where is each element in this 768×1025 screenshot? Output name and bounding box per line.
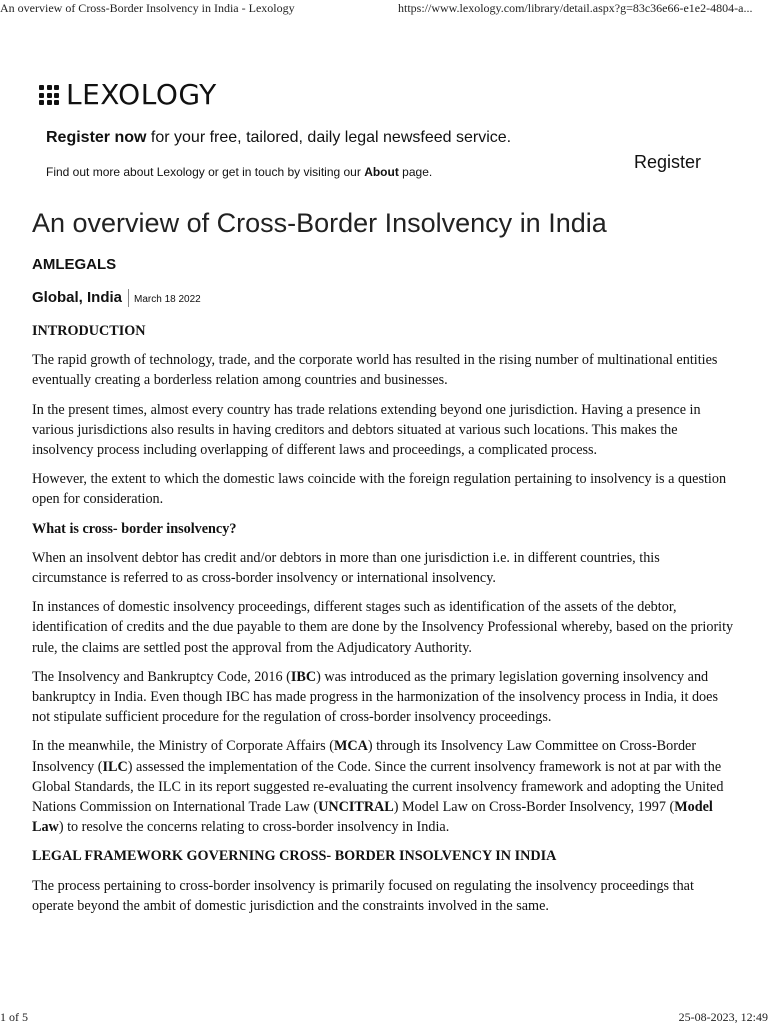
section-heading-what-is: What is cross- border insolvency?	[32, 520, 237, 537]
print-datetime: 25-08-2023, 12:49	[678, 1010, 768, 1024]
paragraph-7: In the meanwhile, the Ministry of Corporate Affairs (MCA) through its Insolvency Law Committee on Cross-Border Insolvency (ILC) assessed the implementation of the Code. Since the current insolvency framework is not at par with the Global Standards, the ILC in its report suggested re-evaluating the current insolvency framework and adopting the United Nations Commission on International Trade Law (UNCITRAL) Model Law on Cross-Border Insolvency, 1997 (Model Law) to resolve the concerns relating to cross-border insolvency in India.	[32, 738, 724, 836]
about-promo-suffix: page.	[398, 165, 433, 179]
about-promo	[46, 165, 432, 179]
section-heading-introduction: INTRODUCTION	[32, 323, 146, 339]
about-link[interactable]: About	[364, 165, 399, 179]
register-promo	[46, 129, 511, 147]
ilc-term: ILC	[102, 758, 128, 775]
print-page-url: https://www.lexology.com/library/detail.aspx?g=83c36e66-e1e2-4804-a...	[398, 1, 753, 15]
paragraph-8: The process pertaining to cross-border insolvency is primarily focused on regulating the insolvency proceedings that operate beyond the ambit of domestic jurisdiction and the constraints involved in the same.	[32, 877, 694, 914]
logo-text: LEXOLOGY	[66, 78, 217, 111]
article-date: March 18 2022	[134, 294, 201, 305]
paragraph-5: In instances of domestic insolvency proceedings, different stages such as identification of the assets of the debtor, identification of credits and the due payable to them are done by the Insolvency Professional whereby, based on the priority rule, the claims are settled post the approval from the Adjudicatory Authority.	[32, 599, 734, 656]
about-promo-prefix: Find out more about Lexology or get in touch by visiting our	[46, 165, 365, 179]
print-header	[0, 1, 768, 17]
article-title: An overview of Cross-Border Insolvency in India	[32, 208, 607, 238]
paragraph-6: The Insolvency and Bankruptcy Code, 2016 (IBC) was introduced as the primary legislation governing insolvency and bankruptcy in India. Even though IBC has made progress in the harmonization of the insolvency process in India, it does not stipulate sufficient procedure for the regulation of cross-border insolvency proceedings.	[32, 668, 718, 726]
article-meta	[32, 289, 201, 307]
paragraph-2: In the present times, almost every country has trade relations extending beyond one jurisdiction. Having a presence in various jurisdictions also results in having creditors and debtors situated at various such locations. This makes the insolvency process including overlapping of different laws and proceedings, a complicated process.	[32, 401, 701, 459]
print-page-number: 1 of 5	[0, 1010, 28, 1024]
model-law-term: Model Law	[32, 799, 713, 836]
section-heading-legal-framework: LEGAL FRAMEWORK GOVERNING CROSS- BORDER INSOLVENCY IN INDIA	[32, 848, 557, 865]
register-promo-text: for your free, tailored, daily legal newsfeed service.	[146, 129, 512, 146]
article-author[interactable]: AMLEGALS	[32, 256, 117, 273]
print-footer	[0, 1010, 768, 1024]
uncitral-term: UNCITRAL	[318, 799, 394, 816]
lexology-logo[interactable]	[39, 80, 217, 110]
register-now-link[interactable]: Register now	[46, 129, 147, 146]
paragraph-4: When an insolvent debtor has credit and/or debtors in more than one jurisdiction i.e. in different countries, this circumstance is referred to as cross-border insolvency or international insolvency.	[32, 549, 660, 587]
logo-grid-icon	[39, 85, 59, 105]
mca-term: MCA	[333, 738, 368, 755]
paragraph-3: However, the extent to which the domestic laws coincide with the foreign regulation pertaining to insolvency is a question open for consideration.	[32, 471, 727, 508]
print-page-title: An overview of Cross-Border Insolvency in India - Lexology	[0, 1, 295, 15]
paragraph-1: The rapid growth of technology, trade, and the corporate world has resulted in the rising number of multinational entities eventually creating a borderless relation among countries and businesses.	[32, 352, 718, 389]
article-jurisdiction[interactable]: Global, India	[32, 289, 129, 307]
register-button[interactable]: Register	[634, 152, 702, 172]
article-body	[32, 321, 738, 925]
ibc-term: IBC	[290, 668, 317, 685]
